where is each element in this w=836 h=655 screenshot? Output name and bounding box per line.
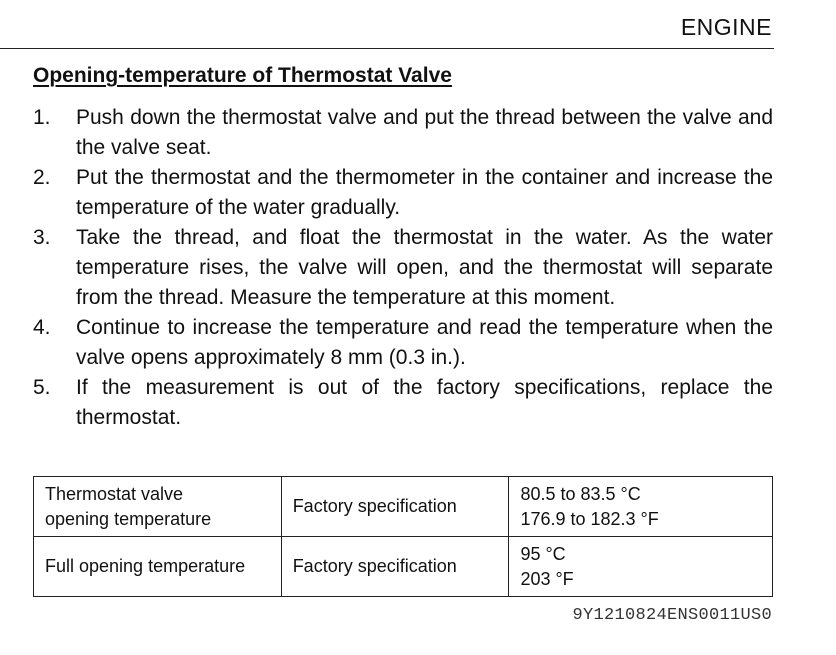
page-header [0, 0, 774, 49]
spec-table [33, 476, 773, 597]
step-text: If the measurement is out of the factory specifications, replace the thermostat. [76, 376, 773, 429]
spec-value-line: 80.5 to 83.5 °C [520, 483, 641, 504]
spec-value-line: 203 °F [520, 568, 574, 589]
table-row [34, 537, 773, 597]
spec-type-cell: Factory specification [281, 477, 509, 537]
spec-value-cell [509, 537, 773, 597]
step-number: 1. [33, 106, 51, 129]
step-item [33, 103, 773, 163]
step-item [33, 163, 773, 223]
spec-value-line: 176.9 to 182.3 °F [520, 508, 659, 529]
procedure-steps [33, 103, 773, 433]
document-code: 9Y1210824ENS0011US0 [572, 606, 772, 625]
step-item [33, 313, 773, 373]
step-number: 3. [33, 226, 51, 249]
spec-item-line: opening temperature [45, 508, 212, 529]
section-title: Opening-temperature of Thermostat Valve [33, 64, 452, 87]
spec-type-cell: Factory specification [281, 537, 509, 597]
step-number: 5. [33, 376, 51, 399]
step-text: Put the thermostat and the thermometer in the container and increase the temperature of the water gradually. [76, 166, 773, 219]
step-number: 2. [33, 166, 51, 189]
step-text: Continue to increase the temperature and read the temperature when the valve opens approximately 8 mm (0.3 in.). [76, 316, 773, 369]
step-text: Take the thread, and float the thermostat in the water. As the water temperature rises, the valve will open, and the thermostat will separate from the thread. Measure the temperature at this moment. [76, 226, 773, 309]
header-title: ENGINE [680, 14, 772, 40]
step-text: Push down the thermostat valve and put the thread between the valve and the valve seat. [76, 106, 773, 159]
step-item [33, 373, 773, 433]
spec-item-line: Thermostat valve [45, 483, 184, 504]
step-number: 4. [33, 316, 51, 339]
spec-value-line: 95 °C [520, 543, 566, 564]
spec-value-cell [509, 477, 773, 537]
spec-item-cell [34, 537, 282, 597]
step-item [33, 223, 773, 313]
table-row [34, 477, 773, 537]
spec-item-line: Full opening temperature [45, 556, 246, 576]
spec-item-cell [34, 477, 282, 537]
